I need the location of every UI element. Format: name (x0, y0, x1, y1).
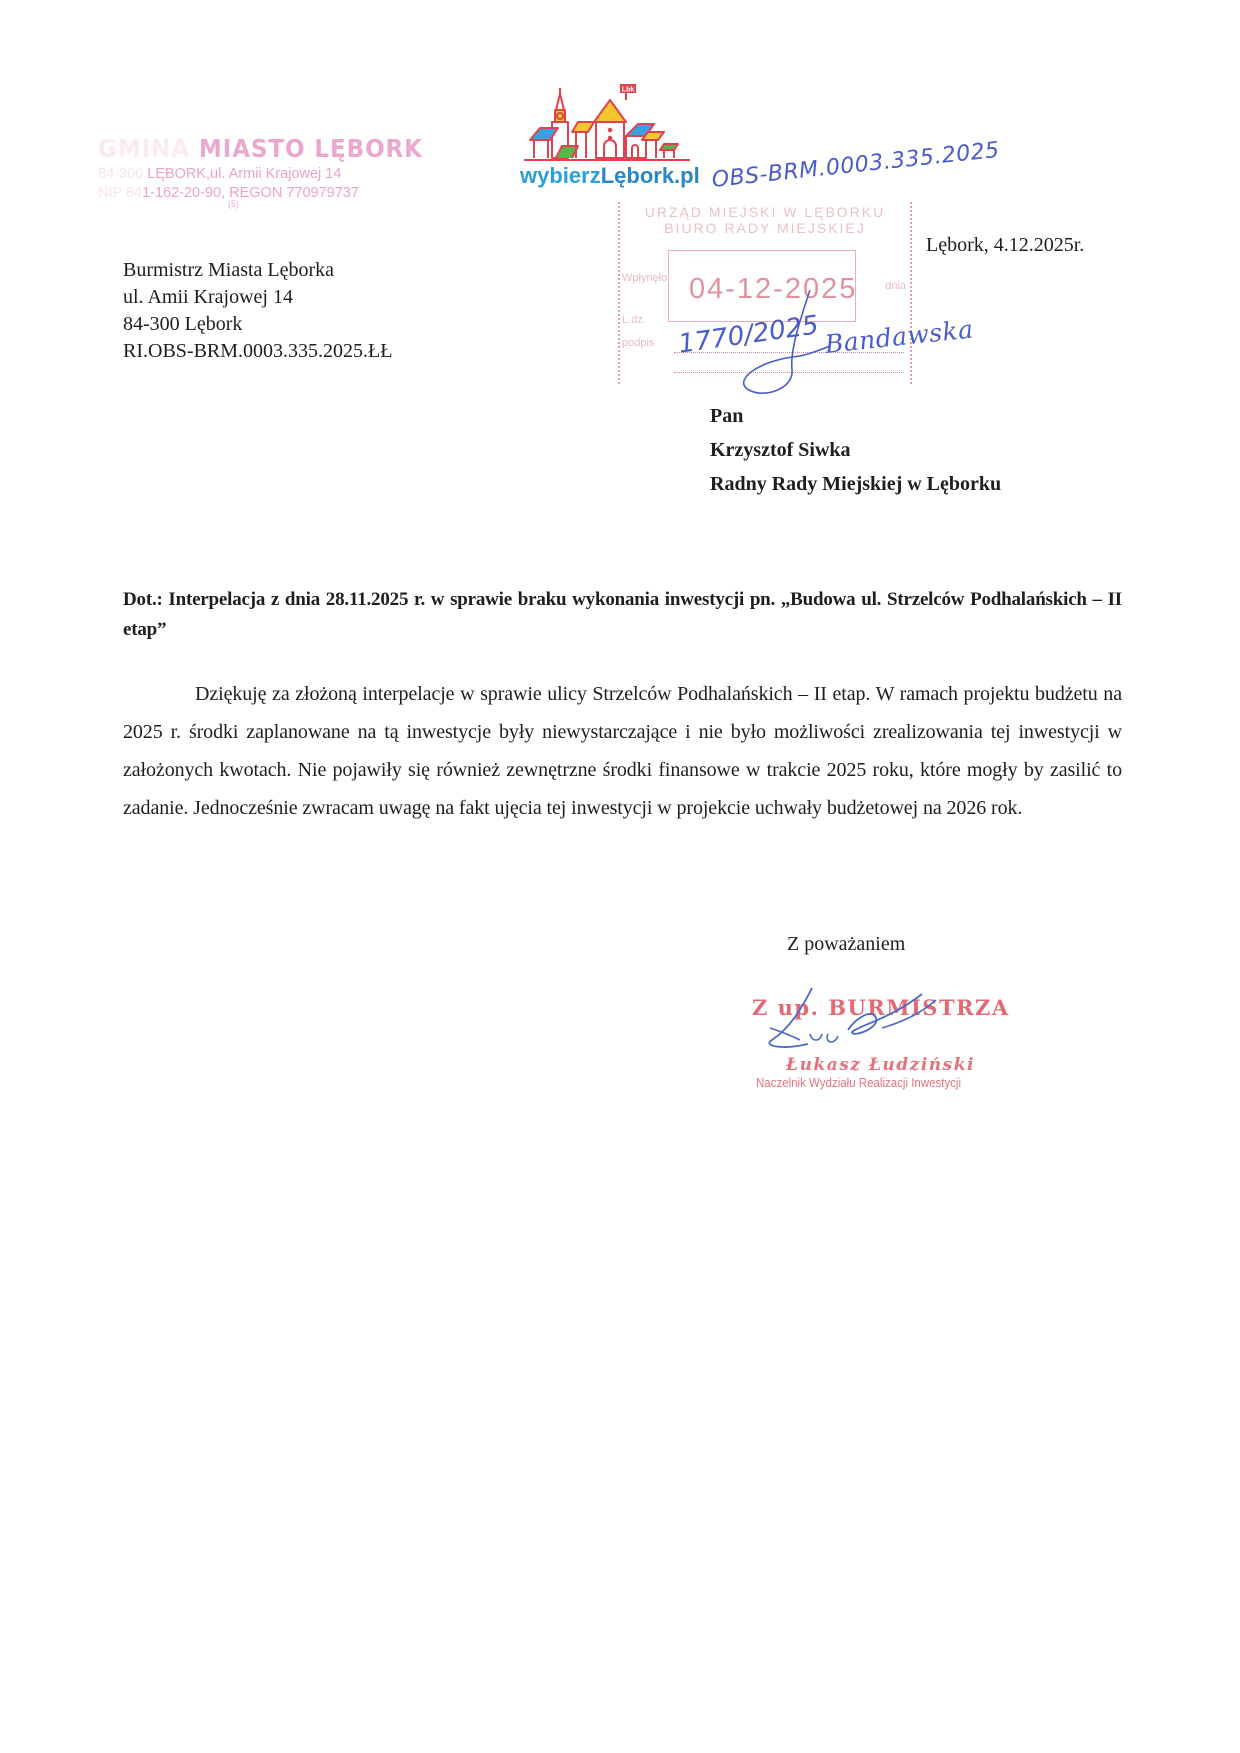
reception-stamp-office: URZĄD MIEJSKI W LĘBORKU (644, 204, 886, 220)
place-date: Lębork, 4.12.2025r. (926, 234, 1085, 256)
city-logo (522, 80, 692, 164)
reception-signature: Bandawska (823, 314, 975, 359)
sender-reference: RI.OBS-BRM.0003.335.2025.ŁŁ (123, 340, 393, 362)
reception-label-register: L.dz. (622, 314, 646, 326)
reception-date: 04-12-2025 (689, 273, 858, 305)
reception-stamp-department: BIURO RADY MIEJSKIEJ (664, 220, 866, 236)
sender-title: Burmistrz Miasta Lęborka (123, 259, 335, 281)
signature-authority: Z up. BURMISTRZA (752, 995, 1010, 1020)
addressee-salutation: Pan (710, 405, 744, 427)
reception-label-day: dnia (885, 280, 906, 292)
body-paragraph: Dziękuję za złożoną interpelacje w sprawie ulicy Strzelców Podhalańskich – II etap. W ramach projektu budżetu na 2025 r. środki zaplanowane na tą inwestycje były niewystarczające i nie było możliwości zrealizowania tej inwestycji w założonych kwotach. Nie pojawiły się również zewnętrzne środki finansowe w trakcie 2025 roku, które mogły by zasilić to zadanie. Jednocześnie zwracam uwagę na fakt ujęcia tej inwestycji w projekcie uchwały budżetowej na 2026 rok. (123, 683, 1122, 819)
municipality-name: GMINA MIASTO LĘBORK (98, 134, 423, 163)
sender-block (123, 257, 392, 365)
addressee-position: Radny Rady Miejskiej w Lęborku (710, 473, 1002, 495)
handwritten-reference: OBS-BRM.0003.335.2025 (710, 137, 1001, 193)
svg-text:Lbk: Lbk (621, 86, 635, 94)
letter-body (123, 675, 1122, 827)
reception-label-received: Wpłynęło (622, 272, 668, 284)
addressee-block (710, 399, 1001, 501)
municipality-ids: NIP 841-162-20-90, REGON 770979737 (98, 185, 359, 201)
logo-wordmark: wybierzLębork.pl (520, 163, 700, 188)
municipality-address: 84-300 LĘBORK,ul. Armii Krajowej 14 (98, 166, 342, 182)
signature-scribble-icon (752, 988, 972, 1068)
sender-street: ul. Amii Krajowej 14 (123, 286, 293, 308)
signatory-name: Łukasz Łudziński (786, 1055, 975, 1075)
handwritten-signature (752, 988, 972, 1073)
municipality-stamp-mark: (5) (228, 199, 239, 209)
letter-subject: Dot.: Interpelacja z dnia 28.11.2025 r. w sprawie braku wykonania inwestycji pn. „Budowa ul. Strzelców Podhalańskich – II etap” (123, 589, 1122, 640)
addressee-name: Krzysztof Siwka (710, 439, 851, 461)
signatory-role: Naczelnik Wydziału Realizacji Inwestycji (756, 1076, 962, 1090)
sender-city: 84-300 Lębork (123, 313, 243, 335)
closing-phrase: Z poważaniem (787, 933, 906, 955)
municipality-header-stamp (98, 134, 451, 209)
reception-label-signature: podpis (622, 337, 655, 349)
reception-register-number: 1770/2025 (676, 310, 821, 360)
town-skyline-icon (522, 80, 692, 164)
